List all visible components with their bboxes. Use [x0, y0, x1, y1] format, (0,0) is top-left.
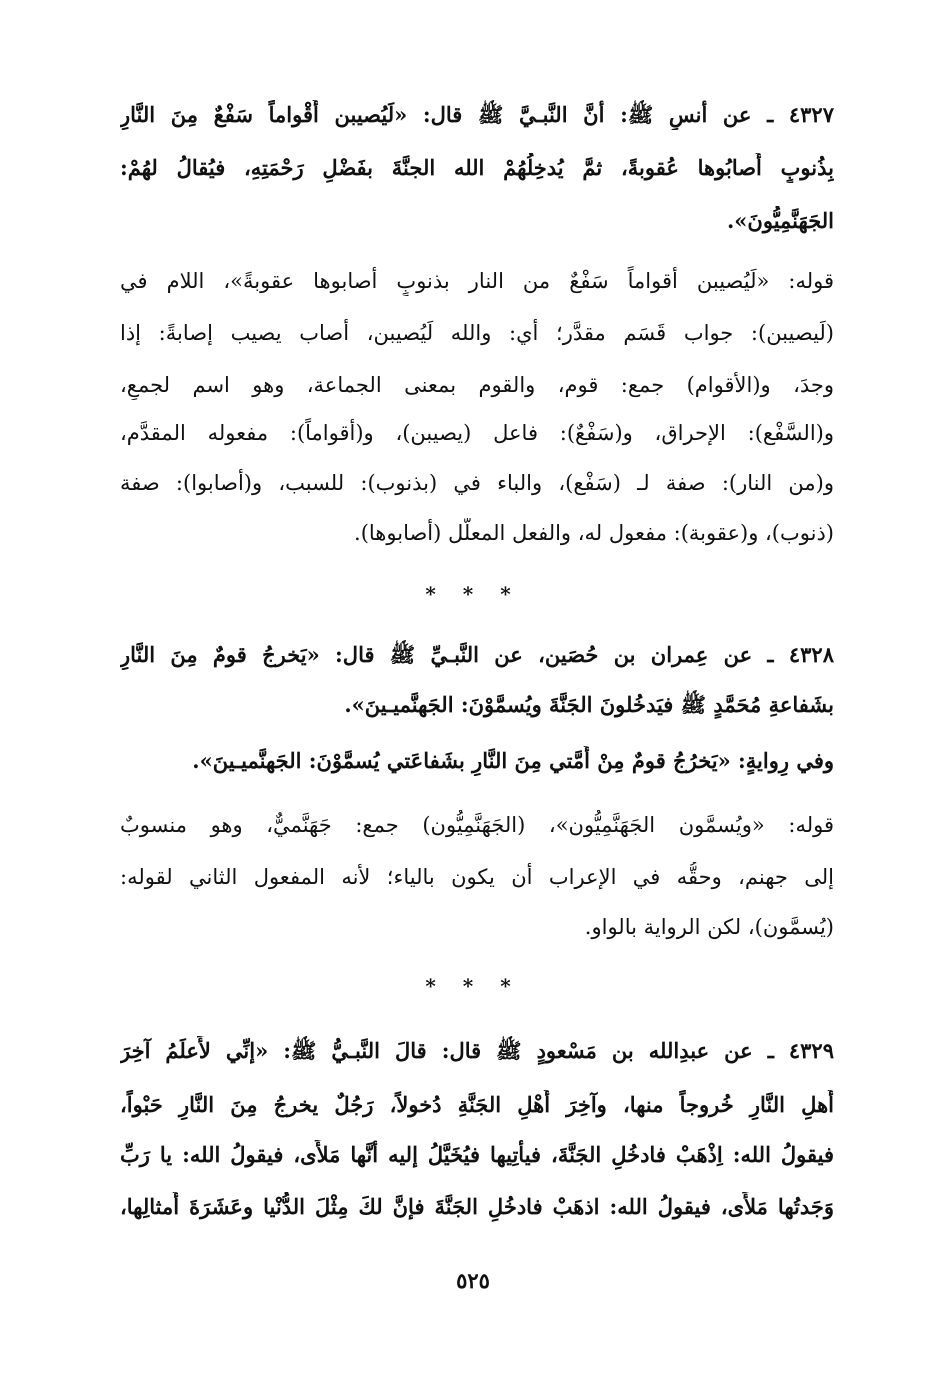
- hadith-line: بشَفاعةِ مُحَمَّدٍ ﷺ فيَدخُلونَ الجَنَّةَ ويُسمَّوْنَ: الجَهنَّميـينَ».: [344, 692, 834, 717]
- hadith-line: وَجَدتُها مَلأَى، فيقولُ الله: اذهَبْ فادخُلِ الجَنَّةَ فإنَّ لكَ مِثْلَ الدُّنْيا وعَشَرَةَ أَمثالِها،: [120, 1194, 834, 1219]
- commentary-line: (ذنوب)، و(عقوبة): مفعول له، والفعل المعلَّل (أصابوها).: [354, 521, 834, 545]
- hadith-line: ٤٣٢٨ ـ عن عِمران بن حُصَين، عن النَّبـيِّ ﷺ قال: «يَخرجُ قومٌ مِنَ النَّارِ: [120, 642, 834, 667]
- commentary-line: (لَيصيبن): جواب قَسَم مقدَّر؛ أي: والله لَيُصيبن، أصاب يصيب إصابةً: إذا: [120, 321, 834, 345]
- commentary-line: قوله: «ويُسمَّون الجَهَنَّمِيُّون»، (الجَهَنَّمِيُّون) جمع: جَهَنَّميٌّ، وهو منسوبٌ: [120, 813, 834, 837]
- section-divider: * * *: [425, 974, 521, 998]
- commentary-line: و(من النار): صفة لـ (سَفْع)، والباء في (بذنوب): للسبب، و(أصابوا): صفة: [120, 471, 834, 495]
- hadith-line: الجَهَنَّمِيُّونَ».: [727, 208, 834, 233]
- hadith-line: بِذُنوبٍ أَصابُوها عُقوبةً، ثمَّ يُدخِلُهُمْ الله الجنَّةَ بفَضْلِ رَحْمَتِهِ، فيُقالُ لهُمْ:: [120, 155, 834, 180]
- riwaya-line: وفي رِوايةٍ: «يَخرُجُ قومٌ مِنْ أُمَّتي مِنَ النَّارِ بشَفاعَتي يُسمَّوْنَ: الجَهنَّميـينَ».: [192, 748, 834, 773]
- hadith-line: ٤٣٢٧ ـ عن أنسٍ ﷺ: أنَّ النَّبـيَّ ﷺ قال: «لَيُصيبن أَقْواماً سَفْعٌ مِنَ النَّارِ: [120, 102, 834, 127]
- commentary-line: (يُسمَّون)، لكن الرواية بالواو.: [584, 915, 834, 939]
- page-number: ٥٢٥: [456, 1268, 490, 1293]
- commentary-line: إلى جهنم، وحقُّه في الإعراب أن يكون بالياء؛ لأنه المفعول الثاني لقوله:: [120, 865, 834, 889]
- hadith-line: فيقولُ الله: اِذْهَبْ فادخُلِ الجَنَّةَ، فيأْتِيها فيُخَيَّلُ إليه أنَّها مَلأَى، فيقولُ الله: يا رَبِّ: [120, 1142, 834, 1167]
- hadith-line: أَهلِ النَّارِ خُروجاً منها، وآخِرَ أَهْلِ الجَنَّةِ دُخولاً، رَجُلٌ يخرجُ مِنَ النَّارِ حَبْواً،: [120, 1092, 834, 1117]
- commentary-line: وجدَ، و(الأقوام) جمع: قوم، والقوم بمعنى الجماعة، وهو اسم لجمعٍ،: [120, 373, 834, 397]
- section-divider: * * *: [425, 582, 521, 606]
- commentary-line: قوله: «لَيُصيبن أقواماً سَفْعٌ من النار بذنوبٍ أصابوها عقوبةً»، اللام في: [120, 269, 834, 293]
- hadith-line: ٤٣٢٩ ـ عن عبدِالله بن مَسْعودٍ ﷺ قال: قالَ النَّبـيُّ ﷺ: «إنِّي لأَعلَمُ آخِرَ: [120, 1038, 834, 1063]
- commentary-line: و(السَّفْع): الإحراق، و(سَفْعٌ): فاعل (يصيبن)، و(أقواماً): مفعوله المقدَّم،: [120, 421, 834, 445]
